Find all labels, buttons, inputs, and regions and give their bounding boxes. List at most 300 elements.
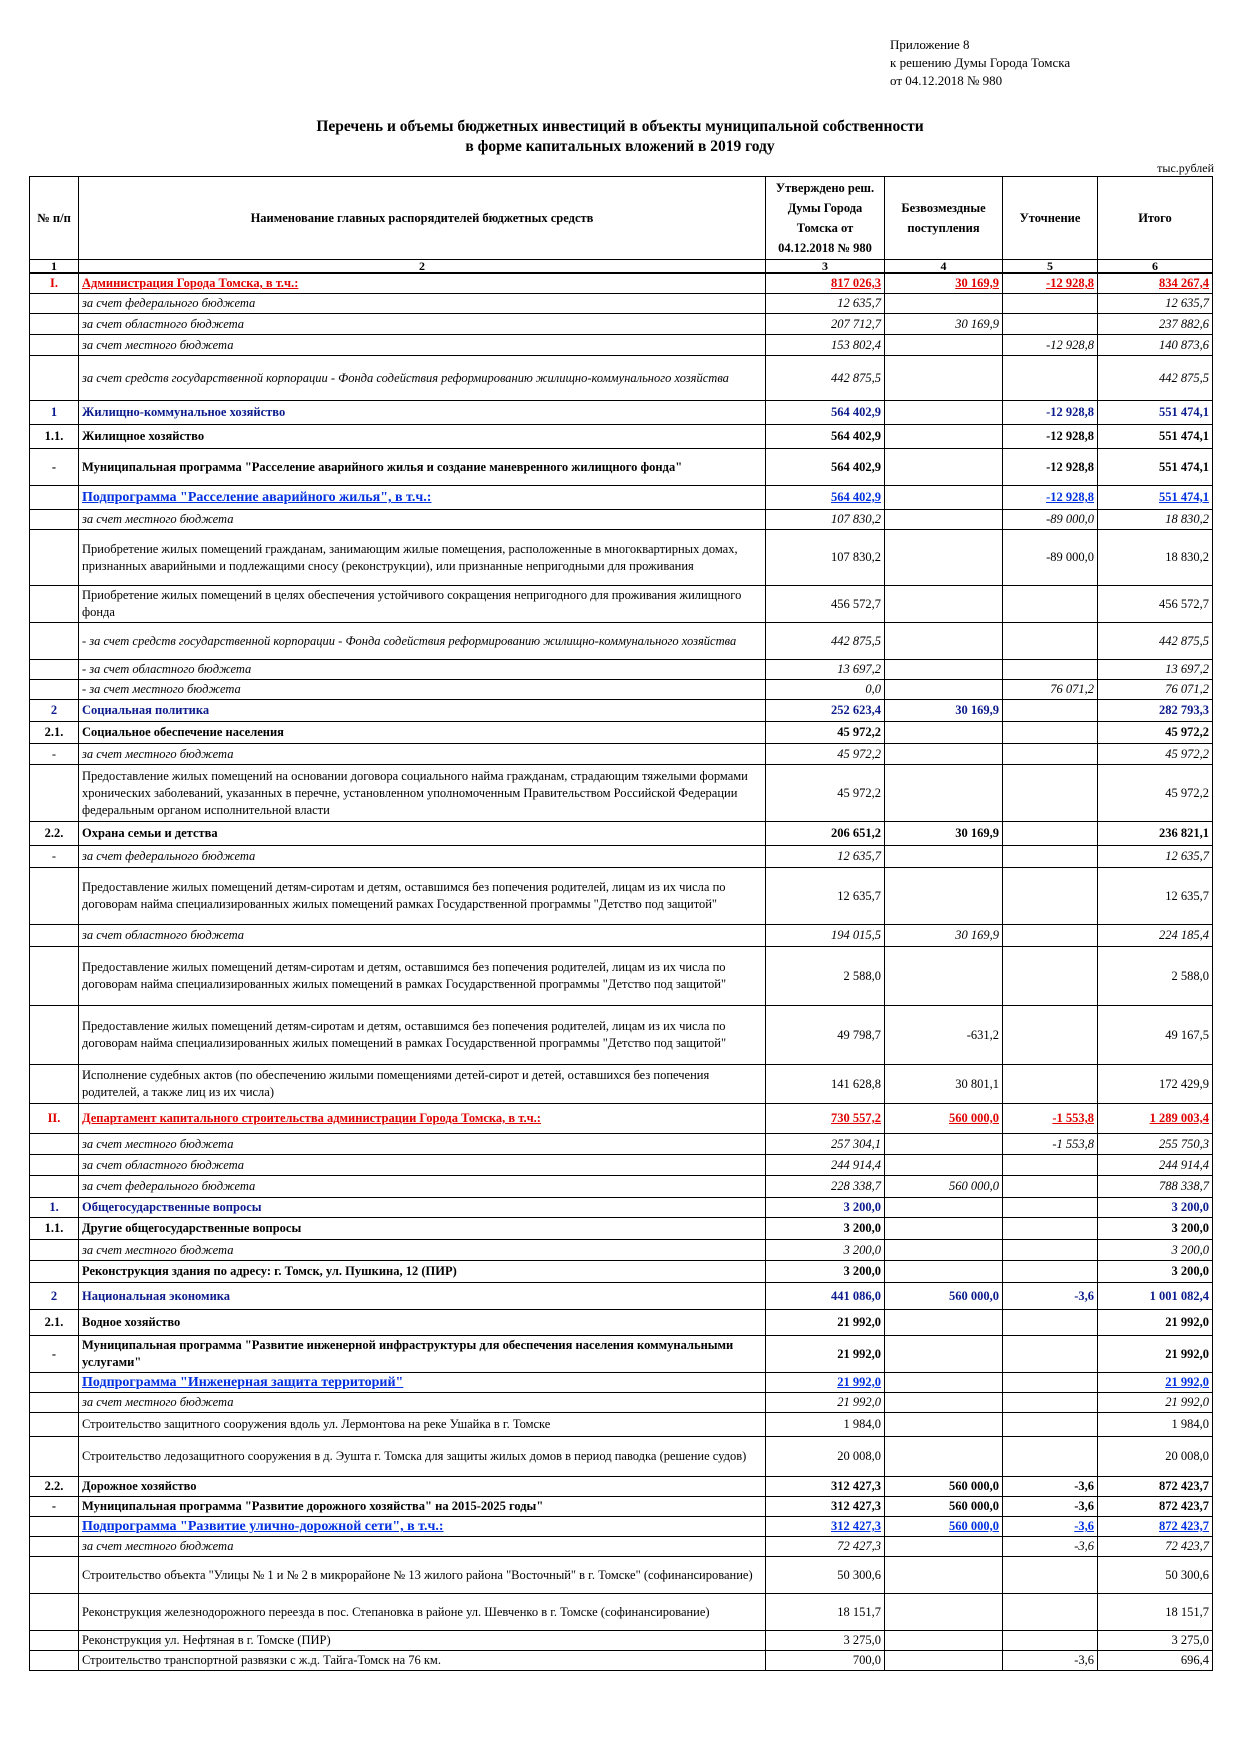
cell-grants	[885, 1557, 1003, 1594]
cell-clarify: -1 553,8	[1003, 1134, 1098, 1155]
cell-grants	[885, 1198, 1003, 1218]
cell-clarify: 76 071,2	[1003, 680, 1098, 700]
cell-approved: 3 200,0	[766, 1261, 885, 1283]
cell-total: 2 588,0	[1098, 947, 1213, 1006]
cell-approved: 207 712,7	[766, 314, 885, 335]
row-number: 2.2.	[30, 822, 79, 846]
cell-clarify	[1003, 1336, 1098, 1373]
cell-grants: 560 000,0	[885, 1497, 1003, 1517]
cell-approved: 45 972,2	[766, 744, 885, 765]
cell-grants: 30 169,9	[885, 314, 1003, 335]
table-row	[30, 1497, 1213, 1517]
cell-total: 442 875,5	[1098, 356, 1213, 401]
row-number	[30, 586, 79, 623]
cell-approved: 49 798,7	[766, 1006, 885, 1065]
cell-total: 45 972,2	[1098, 744, 1213, 765]
cell-grants	[885, 530, 1003, 586]
row-name: за счет местного бюджета	[79, 1537, 766, 1557]
cell-approved: 20 008,0	[766, 1437, 885, 1477]
table-row	[30, 744, 1213, 765]
cell-clarify	[1003, 1176, 1098, 1198]
cell-clarify	[1003, 1310, 1098, 1336]
row-number	[30, 510, 79, 530]
row-name: Строительство транспортной развязки с ж.д. Тайга-Томск на 76 км.	[79, 1651, 766, 1671]
document-title	[0, 117, 1240, 157]
cell-approved: 456 572,7	[766, 586, 885, 623]
row-number	[30, 660, 79, 680]
row-name: - за счет средств государственной корпорации - Фонда содействия реформированию жилищно-коммунального хозяйства	[79, 623, 766, 660]
row-number	[30, 314, 79, 335]
row-name: Приобретение жилых помещений гражданам, занимающим жилые помещения, расположенные в многоквартирных домах, признанных аварийными и подлежащими сносу (реконструкции), или признанные непригодными для проживания	[79, 530, 766, 586]
col-header-clarify: Уточнение	[1003, 177, 1098, 260]
row-number	[30, 1393, 79, 1413]
cell-approved: 252 623,4	[766, 700, 885, 722]
cell-approved: 18 151,7	[766, 1594, 885, 1631]
cell-clarify	[1003, 822, 1098, 846]
row-number: 1	[30, 401, 79, 425]
cell-grants	[885, 1651, 1003, 1671]
cell-total: 3 200,0	[1098, 1261, 1213, 1283]
cell-clarify: -12 928,8	[1003, 486, 1098, 510]
table-row	[30, 1537, 1213, 1557]
table-row	[30, 1373, 1213, 1393]
row-number	[30, 1155, 79, 1176]
cell-grants: 30 169,9	[885, 273, 1003, 294]
row-number: 2.2.	[30, 1477, 79, 1497]
cell-approved: 0,0	[766, 680, 885, 700]
row-number	[30, 1261, 79, 1283]
cell-grants	[885, 1134, 1003, 1155]
table-row	[30, 868, 1213, 925]
table-row	[30, 846, 1213, 868]
investment-table	[29, 176, 1213, 1671]
header-row	[30, 177, 1213, 260]
cell-clarify	[1003, 1437, 1098, 1477]
row-name: за счет местного бюджета	[79, 1240, 766, 1261]
row-number	[30, 1651, 79, 1671]
row-number	[30, 1240, 79, 1261]
row-number	[30, 1373, 79, 1393]
row-name: за счет местного бюджета	[79, 1393, 766, 1413]
table-row	[30, 356, 1213, 401]
table-row	[30, 1631, 1213, 1651]
cell-clarify	[1003, 925, 1098, 947]
cell-clarify: -3,6	[1003, 1477, 1098, 1497]
cell-clarify	[1003, 356, 1098, 401]
row-name: Общегосударственные вопросы	[79, 1198, 766, 1218]
cell-grants	[885, 1594, 1003, 1631]
cell-approved: 2 588,0	[766, 947, 885, 1006]
cell-clarify	[1003, 868, 1098, 925]
cell-clarify	[1003, 1006, 1098, 1065]
row-name: Строительство объекта "Улицы № 1 и № 2 в микрорайоне № 13 жилого района "Восточный" в г. Томске" (софинансирование)	[79, 1557, 766, 1594]
table-row	[30, 1413, 1213, 1437]
cell-clarify	[1003, 1393, 1098, 1413]
table-row	[30, 722, 1213, 744]
cell-grants: 560 000,0	[885, 1104, 1003, 1134]
cell-clarify	[1003, 586, 1098, 623]
row-number	[30, 1557, 79, 1594]
cell-approved: 312 427,3	[766, 1477, 885, 1497]
cell-grants	[885, 1155, 1003, 1176]
cell-grants: 30 169,9	[885, 700, 1003, 722]
cell-grants	[885, 623, 1003, 660]
cell-grants	[885, 722, 1003, 744]
cell-approved: 21 992,0	[766, 1373, 885, 1393]
cell-clarify	[1003, 765, 1098, 822]
cell-total: 224 185,4	[1098, 925, 1213, 947]
cell-total: 696,4	[1098, 1651, 1213, 1671]
row-name: Строительство ледозащитного сооружения в д. Эушта г. Томска для защиты жилых домов в период паводка (решение судов)	[79, 1437, 766, 1477]
col-number: 3	[766, 260, 885, 274]
cell-grants	[885, 1336, 1003, 1373]
table-body	[30, 273, 1213, 1671]
units-label: тыс.рублей	[1157, 161, 1214, 175]
row-number: 2	[30, 1283, 79, 1310]
cell-total: 172 429,9	[1098, 1065, 1213, 1104]
col-header-approved: Утверждено реш. Думы Города Томска от 04.12.2018 № 980	[766, 177, 885, 260]
col-number: 6	[1098, 260, 1213, 274]
row-name: Подпрограмма "Развитие улично-дорожной сети", в т.ч.:	[79, 1517, 766, 1537]
cell-approved: 3 275,0	[766, 1631, 885, 1651]
row-name: Реконструкция здания по адресу: г. Томск, ул. Пушкина, 12 (ПИР)	[79, 1261, 766, 1283]
table-row	[30, 1218, 1213, 1240]
cell-approved: 700,0	[766, 1651, 885, 1671]
cell-grants	[885, 1537, 1003, 1557]
row-name: Жилищное хозяйство	[79, 425, 766, 449]
cell-approved: 244 914,4	[766, 1155, 885, 1176]
cell-total: 18 151,7	[1098, 1594, 1213, 1631]
table-row	[30, 510, 1213, 530]
row-name: Предоставление жилых помещений детям-сиротам и детям, оставшимся без попечения родителей, лицам из их числа по договорам найма специализированных жилых помещений рамках Государственной программы "Детство под защитой"	[79, 868, 766, 925]
cell-clarify	[1003, 1373, 1098, 1393]
table-row	[30, 401, 1213, 425]
cell-grants	[885, 1261, 1003, 1283]
table-row	[30, 700, 1213, 722]
cell-clarify: -3,6	[1003, 1537, 1098, 1557]
table-row	[30, 1477, 1213, 1497]
cell-clarify: -3,6	[1003, 1283, 1098, 1310]
cell-total: 21 992,0	[1098, 1373, 1213, 1393]
cell-clarify	[1003, 1218, 1098, 1240]
cell-total: 551 474,1	[1098, 401, 1213, 425]
row-name: Реконструкция ул. Нефтяная в г. Томске (ПИР)	[79, 1631, 766, 1651]
row-name: Подпрограмма "Инженерная защита территорий"	[79, 1373, 766, 1393]
cell-grants	[885, 510, 1003, 530]
cell-total: 45 972,2	[1098, 765, 1213, 822]
table-row	[30, 314, 1213, 335]
row-number: -	[30, 449, 79, 486]
cell-total: 3 200,0	[1098, 1240, 1213, 1261]
row-number: 1.1.	[30, 1218, 79, 1240]
cell-approved: 257 304,1	[766, 1134, 885, 1155]
header-note-line: от 04.12.2018 № 980	[890, 73, 1003, 88]
cell-grants	[885, 1373, 1003, 1393]
header-note	[890, 36, 1070, 90]
cell-total: 50 300,6	[1098, 1557, 1213, 1594]
cell-grants	[885, 947, 1003, 1006]
cell-clarify	[1003, 1065, 1098, 1104]
cell-total: 872 423,7	[1098, 1497, 1213, 1517]
row-name: Охрана семьи и детства	[79, 822, 766, 846]
cell-clarify	[1003, 623, 1098, 660]
row-number	[30, 1537, 79, 1557]
cell-grants	[885, 744, 1003, 765]
cell-grants	[885, 586, 1003, 623]
row-number	[30, 947, 79, 1006]
row-number	[30, 1176, 79, 1198]
row-name: Исполнение судебных актов (по обеспечению жилыми помещениями детей-сирот и детей, оставшихся без попечения родителей, а также лиц из их числа)	[79, 1065, 766, 1104]
row-number	[30, 1594, 79, 1631]
column-number-row	[30, 260, 1213, 274]
cell-grants: 560 000,0	[885, 1517, 1003, 1537]
cell-clarify: -12 928,8	[1003, 425, 1098, 449]
cell-grants	[885, 449, 1003, 486]
row-number	[30, 1065, 79, 1104]
cell-grants: 560 000,0	[885, 1283, 1003, 1310]
cell-total: 45 972,2	[1098, 722, 1213, 744]
cell-total: 834 267,4	[1098, 273, 1213, 294]
row-number	[30, 1631, 79, 1651]
cell-total: 18 830,2	[1098, 530, 1213, 586]
row-name: за счет федерального бюджета	[79, 846, 766, 868]
header-note-line: Приложение 8	[890, 37, 970, 52]
row-name: Муниципальная программа "Расселение аварийного жилья и создание маневренного жилищного фонда"	[79, 449, 766, 486]
cell-approved: 107 830,2	[766, 530, 885, 586]
table-row	[30, 1261, 1213, 1283]
cell-clarify: -89 000,0	[1003, 510, 1098, 530]
cell-grants: 30 169,9	[885, 822, 1003, 846]
cell-clarify: -3,6	[1003, 1497, 1098, 1517]
cell-approved: 228 338,7	[766, 1176, 885, 1198]
cell-total: 3 275,0	[1098, 1631, 1213, 1651]
row-number	[30, 1006, 79, 1065]
table-row	[30, 680, 1213, 700]
row-name: Предоставление жилых помещений на основании договора социального найма гражданам, страдающим тяжелыми формами хронических заболеваний, указанных в перечне, установленном уполномоченным Правительством Российской Федерации федеральным органом исполнительной власти	[79, 765, 766, 822]
row-number: -	[30, 1336, 79, 1373]
row-name: Жилищно-коммунальное хозяйство	[79, 401, 766, 425]
cell-clarify: -12 928,8	[1003, 273, 1098, 294]
table-row	[30, 530, 1213, 586]
cell-grants: -631,2	[885, 1006, 1003, 1065]
cell-total: 551 474,1	[1098, 449, 1213, 486]
cell-approved: 3 200,0	[766, 1218, 885, 1240]
header-note-line: к решению Думы Города Томска	[890, 55, 1071, 70]
row-number: -	[30, 1497, 79, 1517]
col-number: 5	[1003, 260, 1098, 274]
table-row	[30, 1437, 1213, 1477]
table-row	[30, 1336, 1213, 1373]
cell-approved: 153 802,4	[766, 335, 885, 356]
cell-clarify	[1003, 1631, 1098, 1651]
col-number: 2	[79, 260, 766, 274]
row-name: Муниципальная программа "Развитие дорожного хозяйства" на 2015-2025 годы"	[79, 1497, 766, 1517]
table-row	[30, 1134, 1213, 1155]
row-name: Социальное обеспечение населения	[79, 722, 766, 744]
cell-clarify	[1003, 1198, 1098, 1218]
cell-clarify: -1 553,8	[1003, 1104, 1098, 1134]
row-number: -	[30, 846, 79, 868]
cell-grants	[885, 486, 1003, 510]
table-row	[30, 1283, 1213, 1310]
table-row	[30, 623, 1213, 660]
cell-grants: 30 169,9	[885, 925, 1003, 947]
table-row	[30, 1006, 1213, 1065]
row-name: Предоставление жилых помещений детям-сиротам и детям, оставшимся без попечения родителей, лицам из их числа по договорам найма специализированных жилых помещений в рамках Государственной программы "Детство под защитой"	[79, 1006, 766, 1065]
row-name: за счет местного бюджета	[79, 1134, 766, 1155]
cell-approved: 564 402,9	[766, 401, 885, 425]
row-name: Водное хозяйство	[79, 1310, 766, 1336]
table-row	[30, 660, 1213, 680]
cell-approved: 21 992,0	[766, 1336, 885, 1373]
cell-approved: 21 992,0	[766, 1393, 885, 1413]
cell-clarify	[1003, 1261, 1098, 1283]
row-name: за счет местного бюджета	[79, 510, 766, 530]
title-line: Перечень и объемы бюджетных инвестиций в объекты муниципальной собственности	[316, 118, 924, 135]
row-number	[30, 1413, 79, 1437]
cell-total: 456 572,7	[1098, 586, 1213, 623]
cell-total: 244 914,4	[1098, 1155, 1213, 1176]
cell-grants: 30 801,1	[885, 1065, 1003, 1104]
cell-approved: 50 300,6	[766, 1557, 885, 1594]
table-row	[30, 486, 1213, 510]
row-number	[30, 486, 79, 510]
cell-clarify: -12 928,8	[1003, 335, 1098, 356]
cell-approved: 13 697,2	[766, 660, 885, 680]
row-name: Администрация Города Томска, в т.ч.:	[79, 273, 766, 294]
cell-approved: 12 635,7	[766, 868, 885, 925]
row-name: за счет местного бюджета	[79, 744, 766, 765]
cell-clarify	[1003, 1240, 1098, 1261]
table-row	[30, 1557, 1213, 1594]
table-row	[30, 822, 1213, 846]
table-row	[30, 1176, 1213, 1198]
table-row	[30, 1198, 1213, 1218]
cell-grants	[885, 765, 1003, 822]
table-row	[30, 1104, 1213, 1134]
cell-total: 551 474,1	[1098, 486, 1213, 510]
row-number	[30, 680, 79, 700]
cell-grants: 560 000,0	[885, 1176, 1003, 1198]
cell-clarify	[1003, 1557, 1098, 1594]
row-number	[30, 765, 79, 822]
row-number: I.	[30, 273, 79, 294]
row-number: 2	[30, 700, 79, 722]
row-name: Национальная экономика	[79, 1283, 766, 1310]
cell-clarify: -3,6	[1003, 1517, 1098, 1537]
table-row	[30, 449, 1213, 486]
row-name: за счет средств государственной корпорации - Фонда содействия реформированию жилищно-коммунального хозяйства	[79, 356, 766, 401]
cell-clarify	[1003, 1594, 1098, 1631]
cell-total: 13 697,2	[1098, 660, 1213, 680]
cell-clarify	[1003, 294, 1098, 314]
table-row	[30, 1240, 1213, 1261]
cell-clarify	[1003, 700, 1098, 722]
cell-approved: 564 402,9	[766, 449, 885, 486]
cell-approved: 12 635,7	[766, 846, 885, 868]
col-number: 1	[30, 260, 79, 274]
cell-total: 1 001 082,4	[1098, 1283, 1213, 1310]
cell-grants	[885, 1393, 1003, 1413]
cell-clarify	[1003, 947, 1098, 1006]
table-row	[30, 273, 1213, 294]
cell-approved: 441 086,0	[766, 1283, 885, 1310]
cell-total: 1 289 003,4	[1098, 1104, 1213, 1134]
row-number	[30, 294, 79, 314]
table-row	[30, 1310, 1213, 1336]
row-number: -	[30, 744, 79, 765]
cell-total: 551 474,1	[1098, 425, 1213, 449]
table-row	[30, 586, 1213, 623]
table-row	[30, 1065, 1213, 1104]
cell-grants	[885, 1631, 1003, 1651]
row-name: - за счет областного бюджета	[79, 660, 766, 680]
col-header-grants: Безвозмездные поступления	[885, 177, 1003, 260]
cell-total: 21 992,0	[1098, 1310, 1213, 1336]
table-row	[30, 1517, 1213, 1537]
row-name: Дорожное хозяйство	[79, 1477, 766, 1497]
table-row	[30, 765, 1213, 822]
row-number	[30, 1437, 79, 1477]
cell-clarify: -12 928,8	[1003, 449, 1098, 486]
cell-grants	[885, 1413, 1003, 1437]
cell-clarify	[1003, 660, 1098, 680]
cell-approved: 312 427,3	[766, 1497, 885, 1517]
cell-clarify	[1003, 314, 1098, 335]
row-number	[30, 925, 79, 947]
row-number	[30, 335, 79, 356]
table-row	[30, 294, 1213, 314]
table-row	[30, 1651, 1213, 1671]
row-name: Предоставление жилых помещений детям-сиротам и детям, оставшимся без попечения родителей, лицам из их числа по договорам найма специализированных жилых помещений в рамках Государственной программы "Детство под защитой"	[79, 947, 766, 1006]
cell-total: 255 750,3	[1098, 1134, 1213, 1155]
cell-grants	[885, 401, 1003, 425]
cell-approved: 1 984,0	[766, 1413, 885, 1437]
cell-approved: 45 972,2	[766, 722, 885, 744]
row-name: Реконструкция железнодорожного переезда в пос. Степановка в районе ул. Шевченко в г. Томске (софинансирование)	[79, 1594, 766, 1631]
cell-grants	[885, 294, 1003, 314]
cell-total: 282 793,3	[1098, 700, 1213, 722]
cell-grants	[885, 335, 1003, 356]
cell-approved: 21 992,0	[766, 1310, 885, 1336]
row-name: за счет областного бюджета	[79, 314, 766, 335]
cell-clarify: -12 928,8	[1003, 401, 1098, 425]
cell-total: 21 992,0	[1098, 1336, 1213, 1373]
cell-total: 20 008,0	[1098, 1437, 1213, 1477]
cell-approved: 12 635,7	[766, 294, 885, 314]
cell-grants	[885, 356, 1003, 401]
cell-approved: 107 830,2	[766, 510, 885, 530]
row-number: 2.1.	[30, 1310, 79, 1336]
table-row	[30, 947, 1213, 1006]
cell-clarify	[1003, 1155, 1098, 1176]
row-name: Приобретение жилых помещений в целях обеспечения устойчивого сокращения непригодного для проживания жилищного фонда	[79, 586, 766, 623]
row-name: за счет местного бюджета	[79, 335, 766, 356]
cell-grants	[885, 868, 1003, 925]
cell-grants	[885, 660, 1003, 680]
cell-total: 442 875,5	[1098, 623, 1213, 660]
row-number: 2.1.	[30, 722, 79, 744]
row-name: за счет федерального бюджета	[79, 1176, 766, 1198]
row-number	[30, 868, 79, 925]
cell-total: 788 338,7	[1098, 1176, 1213, 1198]
cell-total: 18 830,2	[1098, 510, 1213, 530]
cell-clarify: -3,6	[1003, 1651, 1098, 1671]
cell-approved: 194 015,5	[766, 925, 885, 947]
row-number: 1.	[30, 1198, 79, 1218]
cell-approved: 3 200,0	[766, 1240, 885, 1261]
cell-approved: 141 628,8	[766, 1065, 885, 1104]
